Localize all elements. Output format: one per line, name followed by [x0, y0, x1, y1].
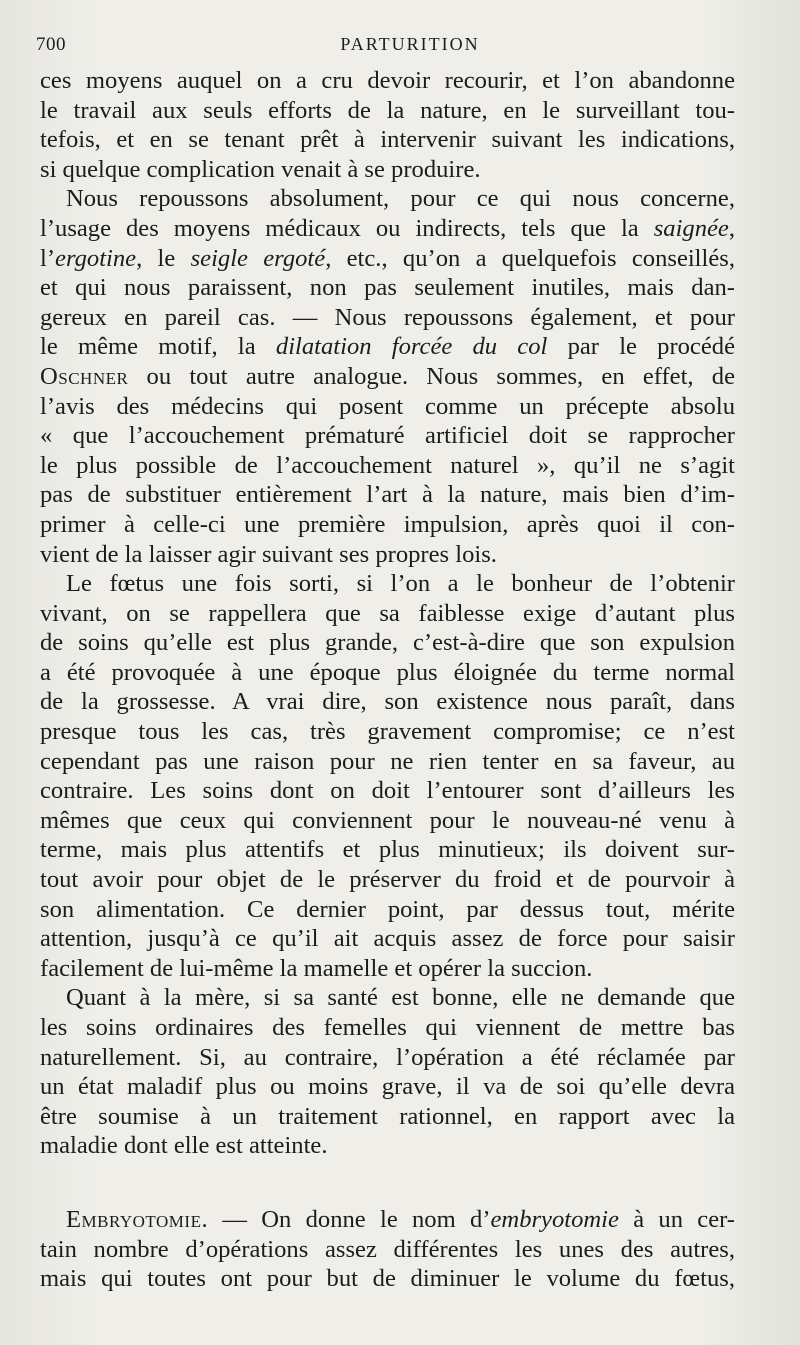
text-line: maladie dont elle est atteinte. [40, 1132, 328, 1160]
text-line: pas de substituer entièrement l’art à la nature, mais bien d’im- [40, 481, 735, 509]
text-line: son alimentation. Ce dernier point, par dessus tout, mérite [40, 895, 735, 923]
text-line: tefois, et en se tenant prêt à intervenir suivant les indications, [40, 126, 735, 154]
italic-term: saignée [653, 214, 729, 242]
text-line: et qui nous paraissent, non pas seulement inutiles, mais dan- [40, 274, 735, 302]
text-run: par le procédé [547, 333, 735, 361]
text-line: le travail aux seuls efforts de la nature, en le surveillant tou- [40, 96, 735, 124]
italic-term: seigle ergoté [190, 244, 326, 272]
italic-term: ergotine [55, 244, 137, 272]
text-line: facilement de lui-même la mamelle et opérer la succion. [40, 954, 593, 982]
text-line [40, 1205, 735, 1235]
text-line: a été provoquée à une époque plus éloignée du terme normal [40, 658, 735, 686]
text-line [40, 362, 735, 392]
body-text [40, 66, 735, 1294]
text-line: naturellement. Si, au contraire, l’opération a été réclamée par [40, 1043, 735, 1071]
text-line: attention, jusqu’à ce qu’il ait acquis assez de force pour saisir [40, 925, 735, 953]
text-line: tout avoir pour objet de le préserver du froid et de pourvoir à [40, 866, 735, 894]
text-line: de soins qu’elle est plus grande, c’est-à-dire que son expulsion [40, 629, 735, 657]
text-line: Nous repoussons absolument, pour ce qui nous concerne, [66, 185, 735, 213]
text-line: cependant pas une raison pour ne rien tenter en sa faveur, au [40, 747, 735, 775]
text-line: primer à celle-ci une première impulsion, après quoi il con- [40, 510, 735, 538]
text-run: l’usage des moyens médicaux ou indirects, tels que la [40, 214, 654, 242]
text-line: Le fœtus une fois sorti, si l’on a le bonheur de l’obtenir [66, 570, 735, 598]
text-line: les soins ordinaires des femelles qui viennent de mettre bas [40, 1014, 735, 1041]
text-line: Quant à la mère, si sa santé est bonne, elle ne demande que [66, 984, 735, 1012]
paragraph [40, 1205, 735, 1294]
text-line: tain nombre d’opérations assez différentes les unes des autres, [40, 1235, 735, 1263]
text-line: vient de la laisser agir suivant ses propres lois. [40, 540, 497, 568]
page-number: 700 [36, 34, 66, 55]
text-line [40, 214, 735, 244]
text-run: l’ [40, 244, 56, 272]
text-run: , etc., qu’on a quelquefois conseillés, [325, 244, 735, 272]
italic-term: embryotomie [490, 1205, 619, 1233]
text-line: le plus possible de l’accouchement naturel », qu’il ne s’agit [40, 451, 735, 479]
text-run: à un cer- [618, 1205, 735, 1233]
paragraph [40, 983, 735, 1161]
section-spacer [40, 1161, 735, 1205]
text-line: gereux en pareil cas. — Nous repoussons également, et pour [40, 303, 735, 331]
text-line: un état maladif plus ou moins grave, il va de soi qu’elle devra [40, 1073, 735, 1101]
text-line: mêmes que ceux qui conviennent pour le nouveau-né venu à [40, 806, 735, 834]
text-run: — On donne le nom d’ [208, 1205, 491, 1233]
text-line [40, 244, 735, 274]
text-line: « que l’accouchement prématuré artificiel doit se rapprocher [40, 422, 735, 450]
italic-term: dilatation forcée du col [275, 333, 548, 361]
text-run: , [728, 214, 735, 242]
text-line: contraire. Les soins dont on doit l’entourer sont d’ailleurs les [40, 777, 735, 805]
text-line: si quelque complication venait à se produire. [40, 155, 481, 183]
text-line: de la grossesse. A vrai dire, son existence nous paraît, dans [40, 688, 735, 716]
section-heading: Embryotomie. [66, 1205, 209, 1233]
text-line [40, 332, 735, 362]
text-run: ou tout autre analogue. Nous sommes, en effet, de [128, 362, 735, 390]
text-run: , le [136, 244, 191, 272]
paragraph [40, 569, 735, 983]
text-run: le même motif, la [40, 333, 276, 361]
author-name: Oschner [40, 362, 129, 390]
text-line: terme, mais plus attentifs et plus minutieux; ils doivent sur- [40, 836, 735, 864]
text-line: l’avis des médecins qui posent comme un précepte absolu [40, 392, 735, 420]
paragraph [40, 184, 735, 569]
page-header [36, 30, 764, 60]
text-line: être soumise à un traitement rationnel, en rapport avec la [40, 1102, 735, 1130]
text-line: ces moyens auquel on a cru devoir recourir, et l’on abandonne [40, 67, 735, 94]
paragraph [40, 66, 735, 184]
text-line: mais qui toutes ont pour but de diminuer le volume du fœtus, [40, 1265, 735, 1293]
running-head: PARTURITION [340, 34, 480, 54]
text-line: vivant, on se rappellera que sa faiblesse exige d’autant plus [40, 599, 735, 627]
text-line: presque tous les cas, très gravement compromise; ce n’est [40, 718, 735, 746]
